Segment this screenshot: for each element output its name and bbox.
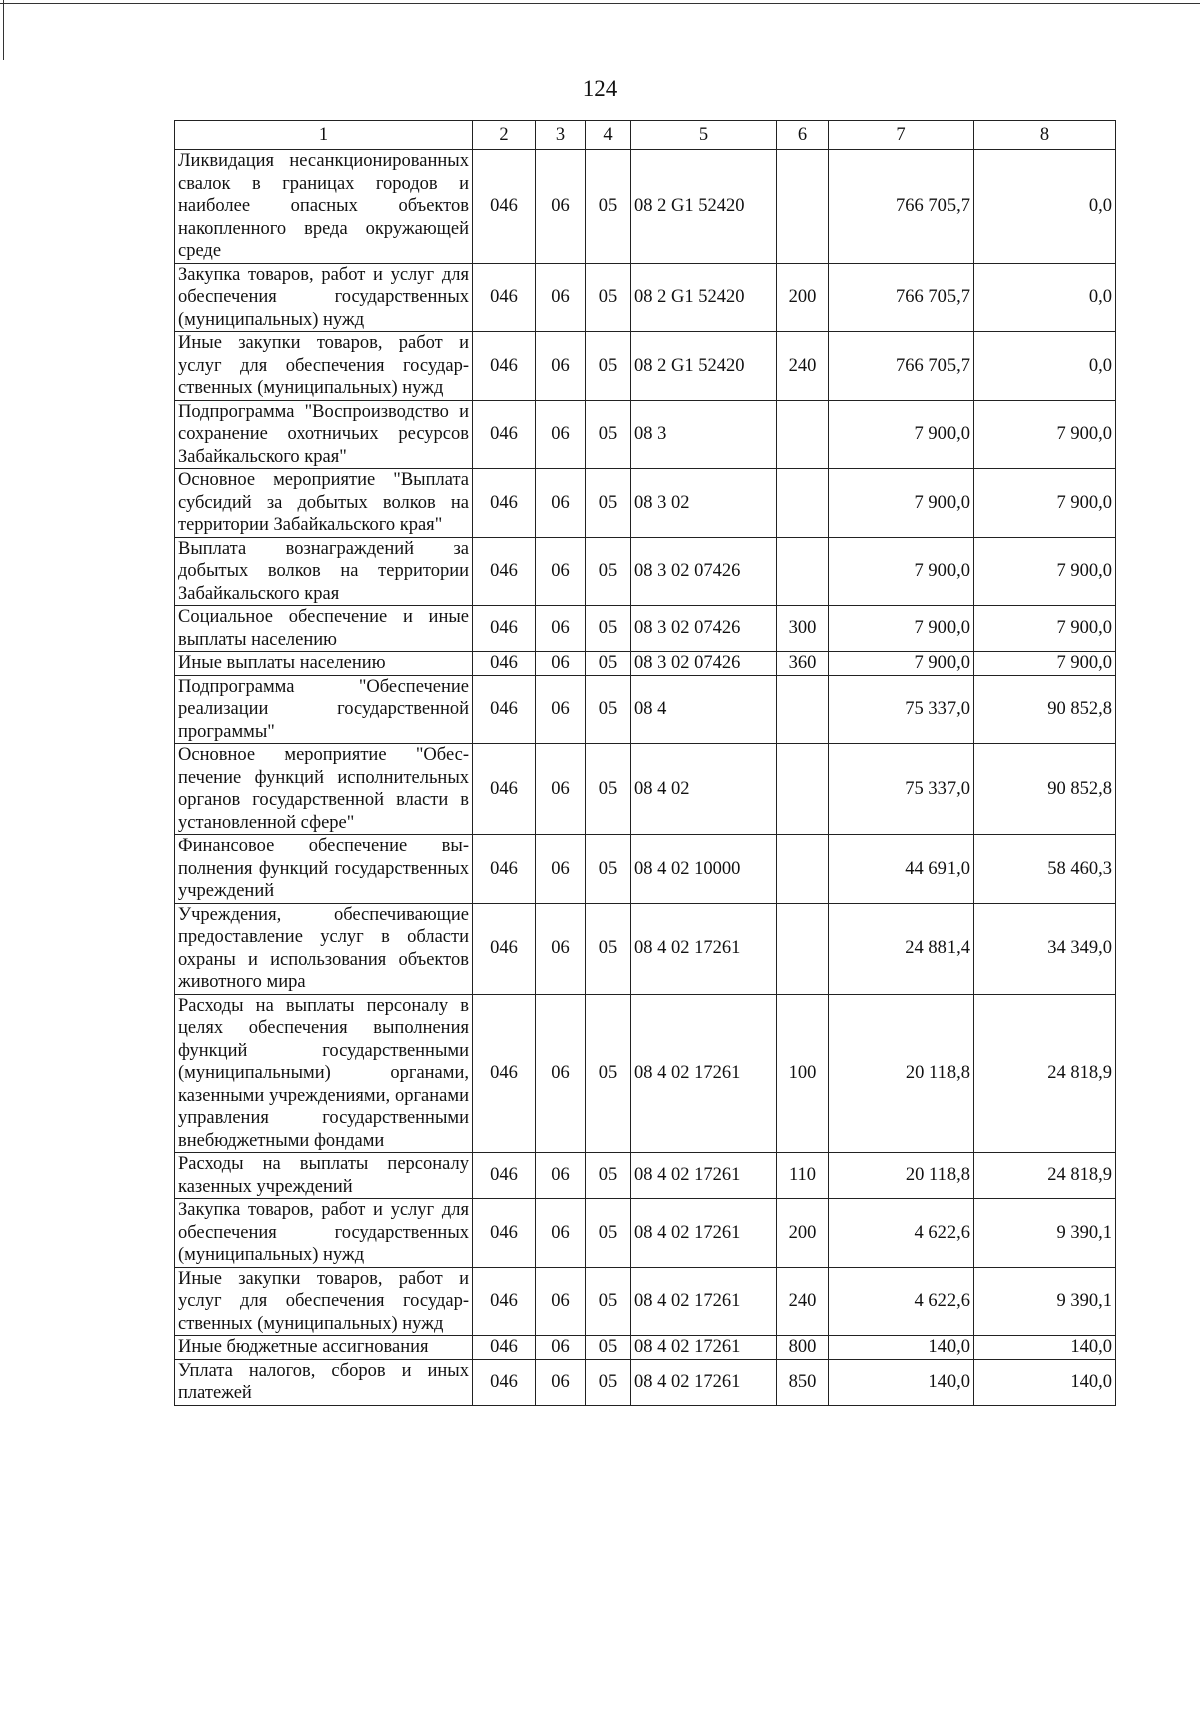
header-cell: 8 xyxy=(974,121,1116,150)
section-cell: 06 xyxy=(536,994,586,1153)
target-article-cell: 08 4 02 17261 xyxy=(631,1267,777,1336)
amount-year1-cell: 4 622,6 xyxy=(829,1199,974,1268)
table-row xyxy=(175,652,1116,676)
target-article-cell: 08 4 02 17261 xyxy=(631,1336,777,1360)
table-row xyxy=(175,1153,1116,1199)
amount-year1-cell: 766 705,7 xyxy=(829,263,974,332)
subsection-cell: 05 xyxy=(586,1336,631,1360)
amount-year1-cell: 7 900,0 xyxy=(829,652,974,676)
amount-year2-cell: 7 900,0 xyxy=(974,537,1116,606)
section-cell: 06 xyxy=(536,332,586,401)
page-edge-mark xyxy=(3,0,4,60)
target-article-cell: 08 4 02 17261 xyxy=(631,1199,777,1268)
table-row xyxy=(175,400,1116,469)
subsection-cell: 05 xyxy=(586,994,631,1153)
target-article-cell: 08 4 xyxy=(631,675,777,744)
grbs-cell: 046 xyxy=(473,1199,536,1268)
grbs-cell: 046 xyxy=(473,1359,536,1405)
table-row xyxy=(175,994,1116,1153)
row-name-cell: Основное мероприятие "Обеспечение функций исполнительных органов государственной власти в установленной сфере" xyxy=(175,744,473,835)
table-row xyxy=(175,1267,1116,1336)
amount-year1-cell: 140,0 xyxy=(829,1359,974,1405)
grbs-cell: 046 xyxy=(473,150,536,264)
target-article-cell: 08 2 G1 52420 xyxy=(631,263,777,332)
grbs-cell: 046 xyxy=(473,652,536,676)
table-body xyxy=(175,150,1116,1406)
subsection-cell: 05 xyxy=(586,1199,631,1268)
target-article-cell: 08 3 xyxy=(631,400,777,469)
header-cell: 4 xyxy=(586,121,631,150)
amount-year2-cell: 0,0 xyxy=(974,150,1116,264)
header-cell: 3 xyxy=(536,121,586,150)
amount-year2-cell: 9 390,1 xyxy=(974,1199,1116,1268)
section-cell: 06 xyxy=(536,150,586,264)
table-row xyxy=(175,903,1116,994)
section-cell: 06 xyxy=(536,675,586,744)
section-cell: 06 xyxy=(536,835,586,904)
amount-year1-cell: 4 622,6 xyxy=(829,1267,974,1336)
expense-type-cell: 800 xyxy=(777,1336,829,1360)
subsection-cell: 05 xyxy=(586,537,631,606)
amount-year2-cell: 90 852,8 xyxy=(974,744,1116,835)
amount-year2-cell: 0,0 xyxy=(974,332,1116,401)
table-row xyxy=(175,1359,1116,1405)
target-article-cell: 08 4 02 17261 xyxy=(631,994,777,1153)
subsection-cell: 05 xyxy=(586,903,631,994)
amount-year1-cell: 75 337,0 xyxy=(829,675,974,744)
grbs-cell: 046 xyxy=(473,744,536,835)
amount-year1-cell: 20 118,8 xyxy=(829,1153,974,1199)
amount-year2-cell: 140,0 xyxy=(974,1336,1116,1360)
expense-type-cell: 300 xyxy=(777,606,829,652)
amount-year1-cell: 44 691,0 xyxy=(829,835,974,904)
grbs-cell: 046 xyxy=(473,1336,536,1360)
target-article-cell: 08 3 02 07426 xyxy=(631,606,777,652)
expense-type-cell xyxy=(777,675,829,744)
row-name-cell: Основное мероприятие "Выплата субсидий за добытых волков на территории Забайкальского края" xyxy=(175,469,473,538)
table-row xyxy=(175,1336,1116,1360)
header-cell: 1 xyxy=(175,121,473,150)
table-header-row xyxy=(175,121,1116,150)
amount-year2-cell: 24 818,9 xyxy=(974,994,1116,1153)
grbs-cell: 046 xyxy=(473,606,536,652)
row-name-cell: Ликвидация несанкционированных свалок в границах городов и наиболее опасных объектов накопленного вреда окружающей среде xyxy=(175,150,473,264)
grbs-cell: 046 xyxy=(473,537,536,606)
amount-year1-cell: 7 900,0 xyxy=(829,606,974,652)
table-row xyxy=(175,263,1116,332)
table-row xyxy=(175,835,1116,904)
table-row xyxy=(175,332,1116,401)
section-cell: 06 xyxy=(536,903,586,994)
amount-year1-cell: 766 705,7 xyxy=(829,150,974,264)
section-cell: 06 xyxy=(536,263,586,332)
row-name-cell: Расходы на выплаты персоналу в целях обеспечения выполнения функций государственными (муниципальными) органами, казенными учреждениями, органами управления государственными внебюджетными фондами xyxy=(175,994,473,1153)
expense-type-cell: 240 xyxy=(777,332,829,401)
expense-type-cell: 850 xyxy=(777,1359,829,1405)
amount-year2-cell: 140,0 xyxy=(974,1359,1116,1405)
section-cell: 06 xyxy=(536,1359,586,1405)
subsection-cell: 05 xyxy=(586,835,631,904)
subsection-cell: 05 xyxy=(586,1267,631,1336)
amount-year2-cell: 7 900,0 xyxy=(974,652,1116,676)
subsection-cell: 05 xyxy=(586,263,631,332)
amount-year2-cell: 0,0 xyxy=(974,263,1116,332)
page-number: 124 xyxy=(582,76,618,101)
amount-year1-cell: 20 118,8 xyxy=(829,994,974,1153)
amount-year1-cell: 7 900,0 xyxy=(829,469,974,538)
target-article-cell: 08 4 02 17261 xyxy=(631,1153,777,1199)
budget-table xyxy=(174,120,1116,1406)
expense-type-cell xyxy=(777,150,829,264)
subsection-cell: 05 xyxy=(586,1153,631,1199)
target-article-cell: 08 3 02 xyxy=(631,469,777,538)
expense-type-cell xyxy=(777,400,829,469)
subsection-cell: 05 xyxy=(586,744,631,835)
grbs-cell: 046 xyxy=(473,1153,536,1199)
amount-year1-cell: 7 900,0 xyxy=(829,400,974,469)
amount-year2-cell: 58 460,3 xyxy=(974,835,1116,904)
page-edge-line xyxy=(0,3,1200,4)
section-cell: 06 xyxy=(536,537,586,606)
subsection-cell: 05 xyxy=(586,332,631,401)
expense-type-cell xyxy=(777,469,829,538)
section-cell: 06 xyxy=(536,1153,586,1199)
grbs-cell: 046 xyxy=(473,994,536,1153)
target-article-cell: 08 4 02 17261 xyxy=(631,1359,777,1405)
amount-year2-cell: 90 852,8 xyxy=(974,675,1116,744)
subsection-cell: 05 xyxy=(586,400,631,469)
table-row xyxy=(175,1199,1116,1268)
expense-type-cell: 360 xyxy=(777,652,829,676)
target-article-cell: 08 4 02 10000 xyxy=(631,835,777,904)
header-cell: 6 xyxy=(777,121,829,150)
target-article-cell: 08 3 02 07426 xyxy=(631,652,777,676)
subsection-cell: 05 xyxy=(586,469,631,538)
row-name-cell: Финансовое обеспечение выполнения функций государственных учреждений xyxy=(175,835,473,904)
subsection-cell: 05 xyxy=(586,652,631,676)
expense-type-cell: 100 xyxy=(777,994,829,1153)
amount-year2-cell: 24 818,9 xyxy=(974,1153,1116,1199)
table-row xyxy=(175,537,1116,606)
row-name-cell: Подпрограмма "Воспроизводство и сохранение охотничьих ресурсов Забайкальского края" xyxy=(175,400,473,469)
row-name-cell: Подпрограмма "Обеспечение реализации государственной программы" xyxy=(175,675,473,744)
subsection-cell: 05 xyxy=(586,675,631,744)
header-cell: 5 xyxy=(631,121,777,150)
table-row xyxy=(175,150,1116,264)
row-name-cell: Выплата вознаграждений за добытых волков на территории Забайкальского края xyxy=(175,537,473,606)
expense-type-cell: 240 xyxy=(777,1267,829,1336)
section-cell: 06 xyxy=(536,606,586,652)
grbs-cell: 046 xyxy=(473,1267,536,1336)
section-cell: 06 xyxy=(536,1336,586,1360)
subsection-cell: 05 xyxy=(586,606,631,652)
target-article-cell: 08 4 02 xyxy=(631,744,777,835)
target-article-cell: 08 3 02 07426 xyxy=(631,537,777,606)
row-name-cell: Иные бюджетные ассигнования xyxy=(175,1336,473,1360)
grbs-cell: 046 xyxy=(473,835,536,904)
grbs-cell: 046 xyxy=(473,469,536,538)
section-cell: 06 xyxy=(536,400,586,469)
expense-type-cell xyxy=(777,835,829,904)
row-name-cell: Закупка товаров, работ и услуг для обеспечения государственных (муниципальных) нужд xyxy=(175,263,473,332)
expense-type-cell xyxy=(777,537,829,606)
amount-year2-cell: 34 349,0 xyxy=(974,903,1116,994)
row-name-cell: Уплата налогов, сборов и иных платежей xyxy=(175,1359,473,1405)
table-row xyxy=(175,744,1116,835)
amount-year1-cell: 24 881,4 xyxy=(829,903,974,994)
section-cell: 06 xyxy=(536,744,586,835)
row-name-cell: Учреждения, обеспечивающие предоставление услуг в области охраны и использования объектов животного мира xyxy=(175,903,473,994)
amount-year2-cell: 7 900,0 xyxy=(974,400,1116,469)
row-name-cell: Иные выплаты населению xyxy=(175,652,473,676)
section-cell: 06 xyxy=(536,652,586,676)
section-cell: 06 xyxy=(536,1199,586,1268)
row-name-cell: Закупка товаров, работ и услуг для обеспечения государственных (муниципальных) нужд xyxy=(175,1199,473,1268)
expense-type-cell xyxy=(777,903,829,994)
expense-type-cell xyxy=(777,744,829,835)
row-name-cell: Иные закупки товаров, работ и услуг для обеспечения государственных (муниципальных) нужд xyxy=(175,332,473,401)
expense-type-cell: 200 xyxy=(777,1199,829,1268)
grbs-cell: 046 xyxy=(473,400,536,469)
subsection-cell: 05 xyxy=(586,1359,631,1405)
target-article-cell: 08 4 02 17261 xyxy=(631,903,777,994)
amount-year2-cell: 7 900,0 xyxy=(974,606,1116,652)
row-name-cell: Иные закупки товаров, работ и услуг для обеспечения государственных (муниципальных) нужд xyxy=(175,1267,473,1336)
target-article-cell: 08 2 G1 52420 xyxy=(631,150,777,264)
expense-type-cell: 200 xyxy=(777,263,829,332)
section-cell: 06 xyxy=(536,469,586,538)
grbs-cell: 046 xyxy=(473,263,536,332)
header-cell: 7 xyxy=(829,121,974,150)
row-name-cell: Расходы на выплаты персоналу казенных учреждений xyxy=(175,1153,473,1199)
amount-year2-cell: 7 900,0 xyxy=(974,469,1116,538)
table-row xyxy=(175,469,1116,538)
expense-type-cell: 110 xyxy=(777,1153,829,1199)
target-article-cell: 08 2 G1 52420 xyxy=(631,332,777,401)
amount-year1-cell: 140,0 xyxy=(829,1336,974,1360)
amount-year1-cell: 75 337,0 xyxy=(829,744,974,835)
amount-year1-cell: 7 900,0 xyxy=(829,537,974,606)
grbs-cell: 046 xyxy=(473,332,536,401)
subsection-cell: 05 xyxy=(586,150,631,264)
amount-year1-cell: 766 705,7 xyxy=(829,332,974,401)
row-name-cell: Социальное обеспечение и иные выплаты населению xyxy=(175,606,473,652)
grbs-cell: 046 xyxy=(473,903,536,994)
amount-year2-cell: 9 390,1 xyxy=(974,1267,1116,1336)
table-row xyxy=(175,606,1116,652)
table-row xyxy=(175,675,1116,744)
grbs-cell: 046 xyxy=(473,675,536,744)
section-cell: 06 xyxy=(536,1267,586,1336)
header-cell: 2 xyxy=(473,121,536,150)
